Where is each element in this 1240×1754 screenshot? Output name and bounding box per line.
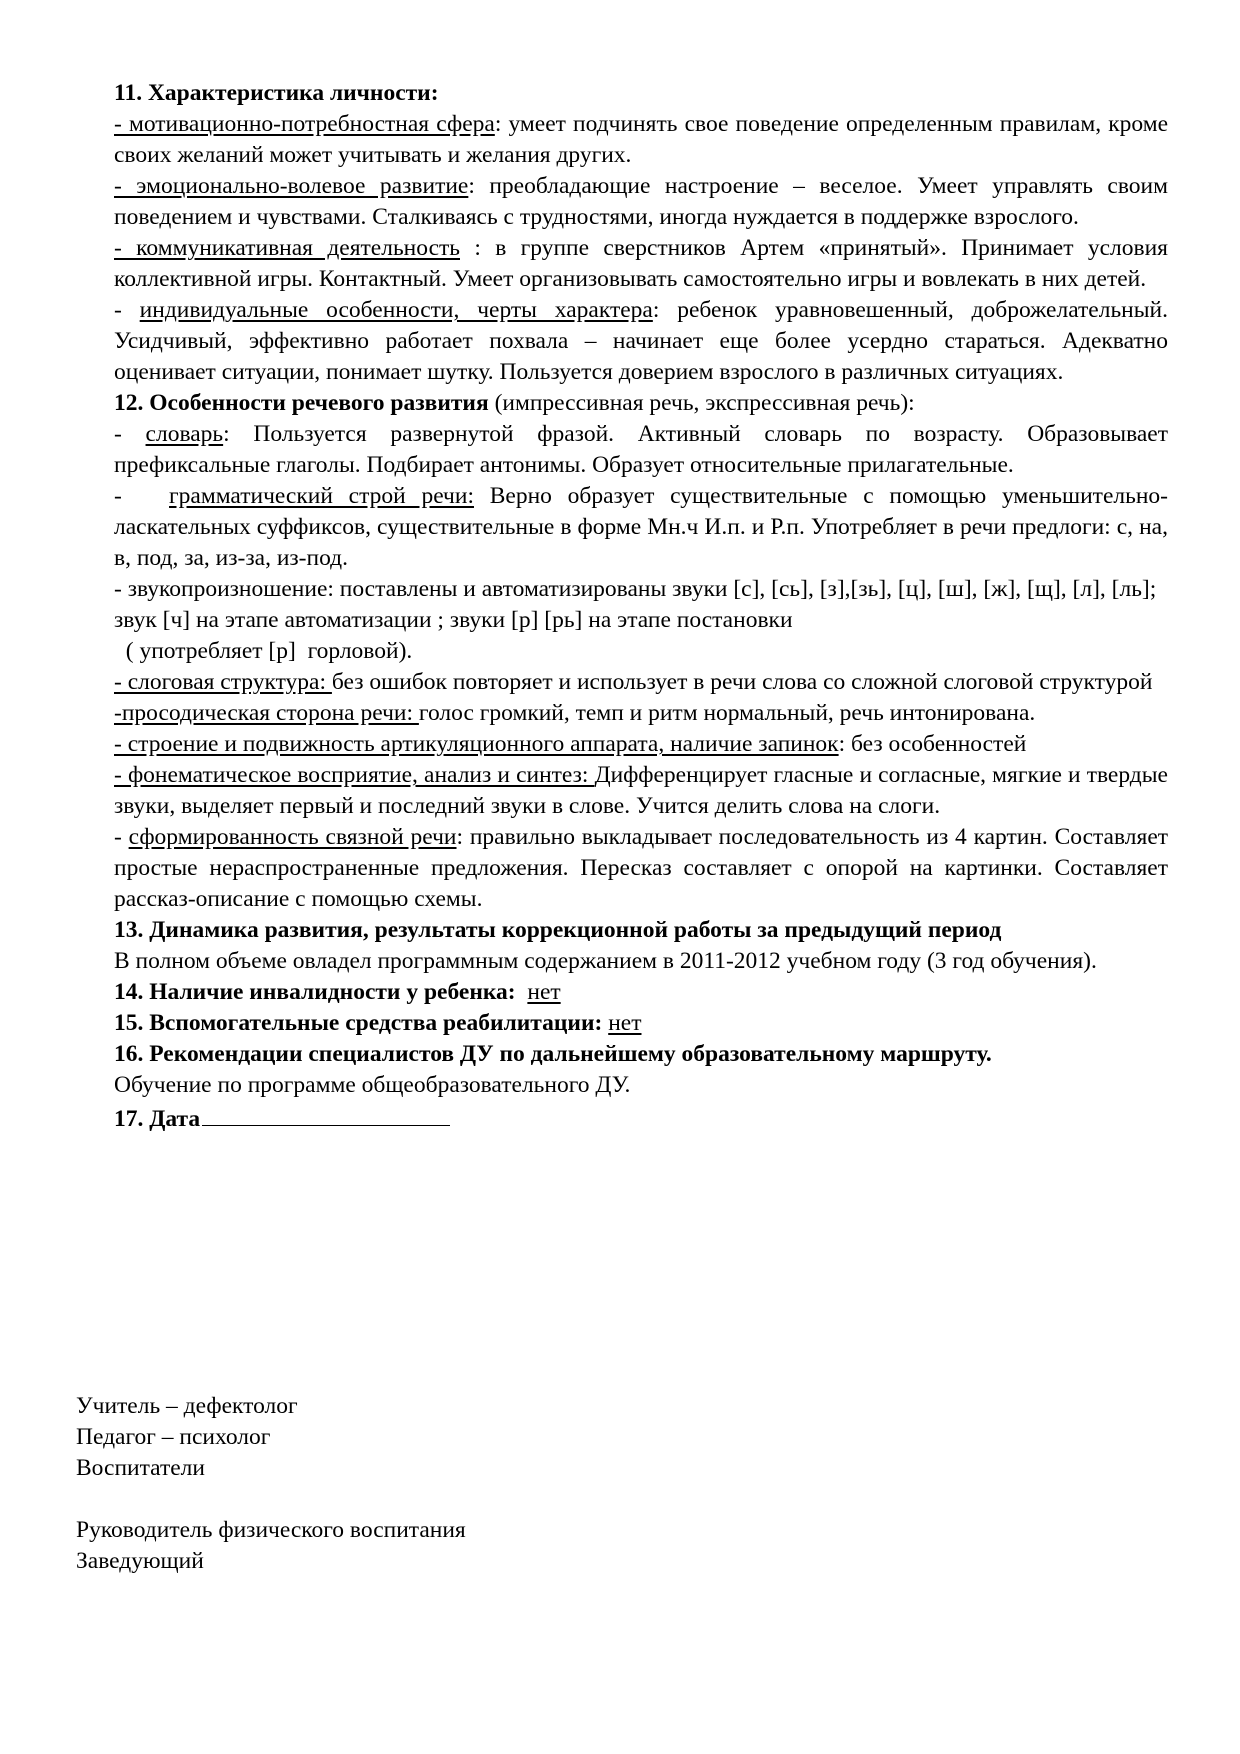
prosodic-label: -просодическая сторона речи: bbox=[114, 700, 419, 726]
document-body bbox=[114, 78, 1168, 1135]
section-15-value: нет bbox=[608, 1010, 642, 1036]
vocabulary-paragraph bbox=[114, 419, 1168, 481]
coherent-paragraph bbox=[114, 822, 1168, 915]
phonemic-paragraph bbox=[114, 760, 1168, 822]
signature-spacer bbox=[76, 1484, 776, 1515]
signature-psychologist: Педагог – психолог bbox=[76, 1424, 271, 1450]
sound-paragraph-line2: ( употребляет [р] горловой). bbox=[114, 638, 413, 664]
grammar-prefix: - bbox=[114, 483, 170, 509]
section-12-heading-note: (импрессивная речь, экспрессивная речь): bbox=[488, 390, 915, 416]
phonemic-label: - фонематическое восприятие, анализ и синтез: bbox=[114, 762, 595, 788]
section-13-text: В полном объеме овладел программным содержанием в 2011-2012 учебном году (3 год обучения). bbox=[114, 948, 1097, 974]
prosodic-text: голос громкий, темп и ритм нормальный, речь интонирована. bbox=[418, 700, 1036, 726]
phonemic-text: Дифференцирует гласные и согласные, мягкие и твердые звуки, выделяет первый и последний звуки в слове. Учится делить слова на слоги. bbox=[114, 762, 1168, 819]
section-16-heading: 16. Рекомендации специалистов ДУ по дальнейшему образовательному маршруту. bbox=[114, 1041, 992, 1067]
motivation-text: : умеет подчинять свое поведение определенным правилам, кроме своих желаний может учитывать и желания других. bbox=[114, 111, 1168, 168]
articulation-label: - строение и подвижность артикуляционного аппарата, наличие запинок bbox=[114, 731, 839, 757]
individual-label: индивидуальные особенности, черты характера bbox=[139, 297, 653, 323]
section-16-text: Обучение по программе общеобразовательного ДУ. bbox=[114, 1072, 631, 1098]
section-12-heading-row bbox=[114, 388, 1168, 419]
articulation-text: : без особенностей bbox=[838, 731, 1027, 757]
coherent-label: сформированность связной речи bbox=[128, 824, 457, 850]
coherent-text: : правильно выкладывает последовательность из 4 картин. Составляет простые нераспространенные предложения. Пересказ составляет с опорой на картинки. Составляет рассказ-описание с помощью схемы. bbox=[114, 824, 1169, 912]
syllable-label: - слоговая структура: bbox=[114, 669, 332, 695]
grammar-text: Верно образует существительные с помощью уменьшительно-ласкательных суффиксов, существительные в форме Мн.ч И.п. и Р.п. Употребляет в речи предлоги: с, на, в, под, за, из-за, из-под. bbox=[114, 483, 1168, 571]
grammar-label: грамматический строй речи: bbox=[169, 483, 474, 509]
section-14-row bbox=[114, 977, 1168, 1008]
section-14-heading: 14. Наличие инвалидности у ребенка: bbox=[114, 979, 516, 1005]
emotional-paragraph bbox=[114, 171, 1168, 233]
grammar-paragraph bbox=[114, 481, 1168, 574]
sound-paragraph-line1: - звукопроизношение: поставлены и автоматизированы звуки [с], [сь], [з],[зь], [ц], [ш], [ж], [щ], [л], [ль]; звук [ч] на этапе автоматизации ; звуки [р] [рь] на этапе постановки bbox=[114, 576, 1157, 633]
emotional-label: - эмоционально-волевое развитие bbox=[114, 173, 469, 199]
vocabulary-prefix: - bbox=[114, 421, 146, 447]
signature-educators: Воспитатели bbox=[76, 1455, 205, 1481]
communicative-label: - коммуникативная деятельность bbox=[114, 235, 460, 261]
section-15-heading: 15. Вспомогательные средства реабилитации: bbox=[114, 1010, 603, 1036]
signature-head: Заведующий bbox=[76, 1548, 204, 1574]
prosodic-paragraph bbox=[114, 698, 1168, 729]
signature-pe-head: Руководитель физического воспитания bbox=[76, 1517, 466, 1543]
communicative-text: : в группе сверстников Артем «принятый». Принимает условия коллективной игры. Контактный. Умеет организовывать самостоятельно игры и вовлекать в них детей. bbox=[114, 235, 1168, 292]
vocabulary-label: словарь bbox=[145, 421, 224, 447]
motivation-paragraph bbox=[114, 109, 1168, 171]
signature-block bbox=[76, 1391, 776, 1577]
coherent-prefix: - bbox=[114, 824, 129, 850]
motivation-label: - мотивационно-потребностная сфера bbox=[114, 111, 495, 137]
vocabulary-text: : Пользуется развернутой фразой. Активный словарь по возрасту. Образовывает префиксальные глаголы. Подбирает антонимы. Образует относительные прилагательные. bbox=[114, 421, 1168, 478]
section-12-heading: 12. Особенности речевого развития bbox=[114, 390, 489, 416]
individual-paragraph bbox=[114, 295, 1168, 388]
individual-text: : ребенок уравновешенный, доброжелательный. Усидчивый, эффективно работает похвала – начинает еще более усердно стараться. Адекватно оценивает ситуации, понимает шутку. Пользуется доверием взрослого в различных ситуациях. bbox=[114, 297, 1168, 385]
signature-defectologist: Учитель – дефектолог bbox=[76, 1393, 298, 1419]
section-17-row bbox=[114, 1101, 1168, 1135]
syllable-paragraph bbox=[114, 667, 1168, 698]
individual-prefix: - bbox=[114, 297, 140, 323]
section-17-heading: 17. Дата bbox=[114, 1106, 201, 1132]
section-15-row bbox=[114, 1008, 1168, 1039]
section-11-heading: 11. Характеристика личности: bbox=[114, 80, 439, 106]
date-blank-line bbox=[202, 1101, 450, 1126]
articulation-paragraph bbox=[114, 729, 1168, 760]
communicative-paragraph bbox=[114, 233, 1168, 295]
syllable-text: без ошибок повторяет и использует в речи слова со сложной слоговой структурой bbox=[331, 669, 1153, 695]
section-13-heading: 13. Динамика развития, результаты коррекционной работы за предыдущий период bbox=[114, 917, 1002, 943]
emotional-text: : преобладающие настроение – веселое. Умеет управлять своим поведением и чувствами. Сталкиваясь с трудностями, иногда нуждается в поддержке взрослого. bbox=[114, 173, 1168, 230]
section-14-value: нет bbox=[527, 979, 561, 1005]
